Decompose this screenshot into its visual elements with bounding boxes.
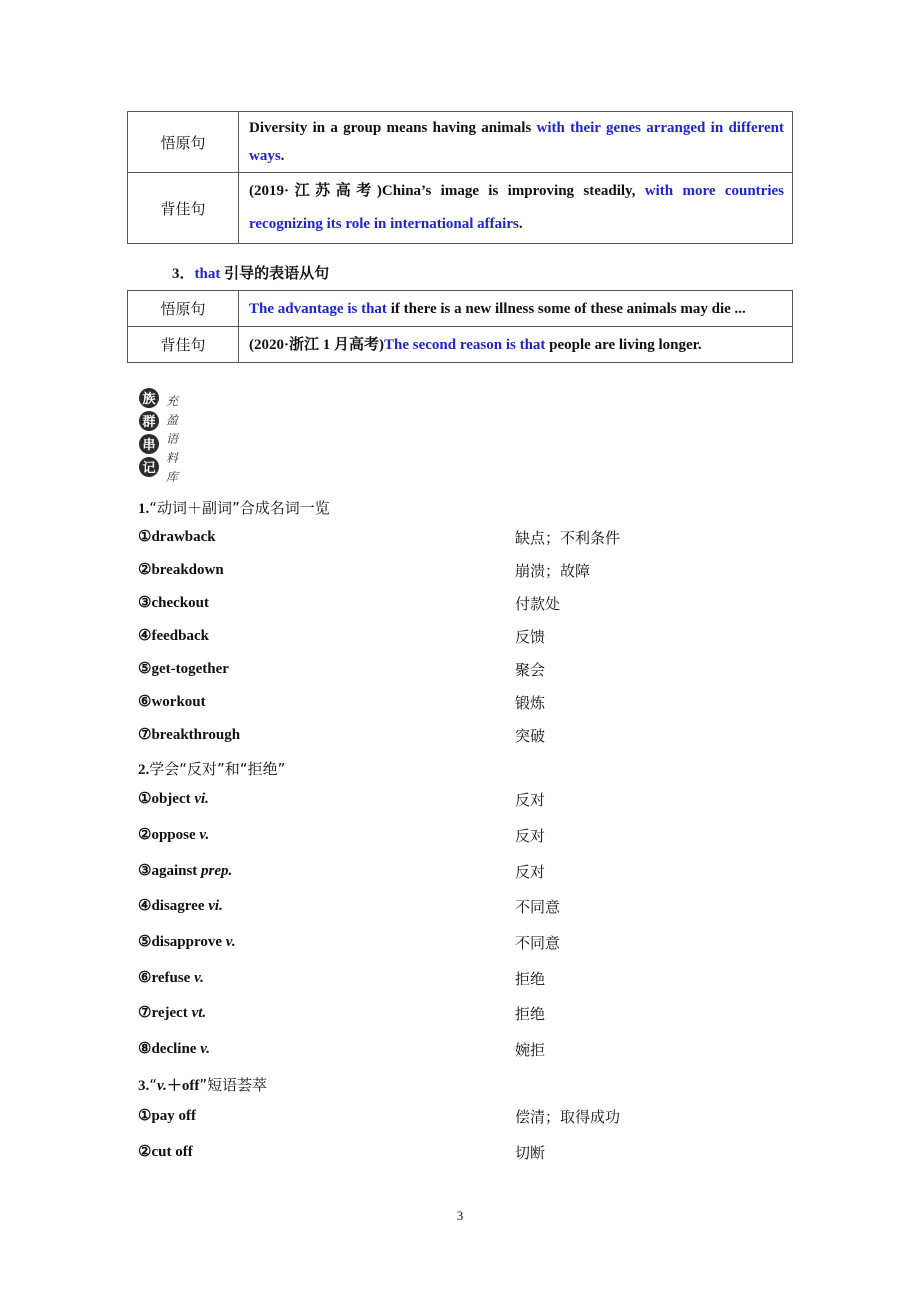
sentence-highlight: with more countries recognizing its role in international affairs: [249, 183, 784, 232]
meaning: 崩溃；故障: [515, 562, 591, 580]
subsection-heading: [172, 262, 329, 283]
example-table-1: [127, 111, 793, 244]
sentence-tail: .: [518, 216, 523, 232]
list-item: [138, 659, 798, 681]
meaning: 反对: [515, 863, 546, 881]
section-1-heading: [138, 497, 330, 518]
meaning: 付款处: [515, 595, 561, 613]
heading-text: 引导的表语从句: [224, 264, 330, 282]
term: ②oppose v.: [138, 827, 210, 843]
term: ④feedback: [138, 628, 209, 644]
page-number: 3: [456, 1208, 464, 1223]
table-row: [128, 112, 793, 173]
vocabulary-badge-icon: [138, 387, 188, 487]
badge-right-char: 语: [165, 432, 179, 446]
term: ⑧decline v.: [138, 1041, 211, 1057]
meaning: 锻炼: [515, 694, 546, 712]
term: ⑥workout: [138, 694, 206, 710]
meaning: 婉拒: [515, 1041, 546, 1059]
list-item: [138, 626, 798, 648]
badge-right-char: 库: [165, 470, 179, 484]
list-item: [138, 692, 798, 714]
meaning: 突破: [515, 727, 546, 745]
sentence-plain: if there is a new illness some of these animals may die ...: [386, 300, 746, 317]
list-item: [138, 527, 798, 549]
list-item: [138, 1142, 798, 1164]
section-2-heading: [138, 758, 285, 779]
badge-left-char: 族: [142, 392, 156, 407]
row-sentence: [239, 291, 793, 327]
sentence-tail: .: [280, 148, 285, 164]
list-item: [138, 1003, 798, 1025]
meaning: 不同意: [515, 898, 561, 916]
row-label: 背佳句: [128, 327, 239, 363]
meaning: 切断: [515, 1144, 546, 1162]
list-item: [138, 896, 798, 918]
meaning: 缺点；不利条件: [515, 529, 621, 547]
meaning: 拒绝: [515, 1005, 546, 1023]
row-sentence: [239, 327, 793, 363]
meaning: 拒绝: [515, 970, 546, 988]
section-title: ”短语荟萃: [199, 1076, 268, 1094]
part-of-speech: v.: [199, 827, 210, 843]
badge-left-char: 串: [142, 438, 156, 453]
list-item: [138, 789, 798, 811]
badge-left-char: 记: [142, 461, 156, 476]
sentence-highlight: with their genes arranged in different ways: [249, 120, 785, 164]
row-sentence: [239, 173, 793, 244]
part-of-speech: vi.: [208, 898, 223, 914]
term: ⑤disapprove v.: [138, 934, 236, 950]
badge-right-char: 盈: [165, 413, 179, 427]
part-of-speech: vi.: [194, 791, 209, 807]
list-item: [138, 825, 798, 847]
term: ①object vi.: [138, 791, 209, 807]
part-of-speech: v.: [194, 970, 204, 986]
list-item: [138, 725, 798, 747]
term: ①drawback: [138, 529, 216, 545]
sentence-source: (2020·浙江 1 月高考): [249, 336, 384, 353]
section-number: 1.: [138, 501, 150, 517]
list-item: [138, 968, 798, 990]
meaning: 反对: [515, 827, 546, 845]
badge-right-char: 料: [165, 451, 179, 465]
part-of-speech: vt.: [191, 1005, 207, 1021]
table-row: [128, 173, 793, 244]
list-item: [138, 593, 798, 615]
sentence-plain: people are living longer.: [545, 336, 702, 353]
meaning: 偿清；取得成功: [515, 1108, 621, 1126]
part-of-speech: v.: [157, 1078, 167, 1094]
badge-right-char: 充: [165, 394, 179, 408]
list-item: [138, 1106, 798, 1128]
section-3-heading: 3.“v.＋off”短语荟萃: [138, 1076, 268, 1094]
term: ⑦reject vt.: [138, 1005, 207, 1021]
meaning: 不同意: [515, 934, 561, 952]
section-title: 学会“反对”和“拒绝”: [149, 760, 286, 778]
list-item: [138, 560, 798, 582]
section-title: “动词＋副词”合成名词一览: [149, 499, 330, 517]
sentence-highlight: The second reason is that: [384, 336, 546, 353]
table-row: [128, 291, 793, 327]
part-of-speech: v.: [200, 1041, 211, 1057]
term: ⑦breakthrough: [138, 727, 241, 743]
meaning: 聚会: [515, 661, 546, 679]
term: ③against prep.: [138, 863, 233, 879]
sentence-highlight: The advantage is that: [249, 300, 387, 317]
section-number: 3.: [138, 1078, 150, 1094]
sentence-plain: (2019·江苏高考)China’s image is improving steadily,: [249, 183, 645, 199]
section-number: 2.: [138, 762, 150, 778]
list-item: [138, 932, 798, 954]
meaning: 反对: [515, 791, 546, 809]
term: ④disagree vi.: [138, 898, 223, 914]
term: ③checkout: [138, 595, 209, 611]
row-sentence: [239, 112, 793, 173]
list-item: [138, 861, 798, 883]
meaning: 反馈: [515, 628, 546, 646]
row-label: 背佳句: [128, 173, 239, 244]
term: ①pay off: [138, 1108, 197, 1124]
badge-left-char: 群: [142, 415, 156, 430]
term: ②cut off: [138, 1144, 193, 1160]
list-item: [138, 1039, 798, 1061]
term: ②breakdown: [138, 562, 224, 578]
table-row: [128, 327, 793, 363]
part-of-speech: prep.: [201, 863, 233, 879]
row-label: 悟原句: [128, 112, 239, 173]
sentence-plain: Diversity in a group means having animals: [249, 120, 537, 136]
heading-number: 3．: [172, 266, 195, 282]
heading-keyword: that: [194, 266, 221, 282]
part-of-speech: v.: [225, 934, 236, 950]
term: ⑥refuse v.: [138, 970, 204, 986]
term: ⑤get-together: [138, 661, 229, 677]
row-label: 悟原句: [128, 291, 239, 327]
example-table-2: [127, 290, 793, 363]
